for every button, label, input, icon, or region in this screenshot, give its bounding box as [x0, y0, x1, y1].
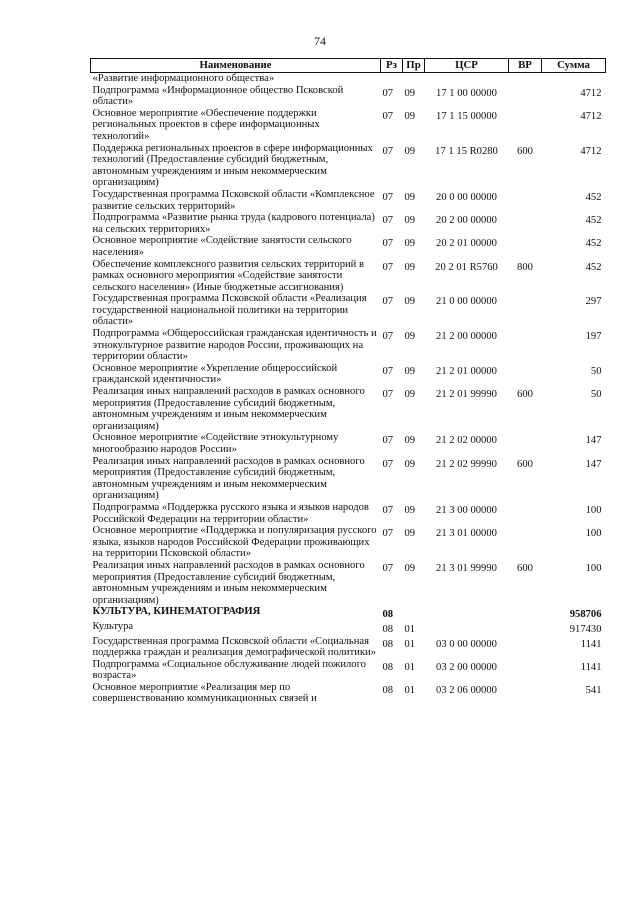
table-header-row	[91, 59, 606, 73]
cell-csr	[425, 606, 509, 621]
cell-vr	[509, 189, 542, 212]
cell-name: Реализация иных направлений расходов в рамках основного мероприятия (Предоставление субсидий бюджетным, автономным учреждениям и иным некоммерческим организациям)	[92, 455, 365, 502]
cell-pr: 01	[404, 638, 416, 650]
cell-csr	[425, 73, 509, 85]
cell-sum: 100	[585, 528, 602, 540]
cell-csr	[425, 621, 509, 636]
cell-csr: 21 2 02 00000	[436, 435, 497, 447]
cell-sum: 958706	[569, 609, 602, 621]
table-row	[91, 108, 606, 143]
cell-pr: 09	[404, 215, 416, 227]
cell-csr: 21 3 01 99990	[436, 562, 497, 574]
cell-name: Основное мероприятие «Содействие занятости сельского населения»	[92, 235, 352, 258]
table-row	[91, 328, 606, 363]
table-row	[91, 525, 606, 560]
cell-vr	[509, 293, 542, 328]
cell-rz: 07	[382, 191, 394, 203]
cell-csr: 03 0 00 00000	[436, 638, 497, 650]
table-row	[91, 143, 606, 189]
cell-vr: 600	[517, 145, 533, 157]
cell-vr	[509, 328, 542, 363]
cell-rz: 07	[382, 87, 394, 99]
cell-vr	[509, 73, 542, 85]
cell-vr: 600	[517, 389, 533, 401]
cell-name: Государственная программа Псковской области «Комплексное развитие сельских территорий»	[92, 188, 375, 212]
header-pr: Пр	[403, 59, 425, 73]
cell-rz: 07	[382, 145, 394, 157]
cell-csr: 21 2 01 00000	[436, 365, 497, 377]
cell-name: Культура	[92, 620, 134, 632]
cell-vr	[509, 235, 542, 258]
cell-name: Подпрограмма «Поддержка русского языка и языков народов Российской Федерации на территории области»	[92, 501, 369, 525]
cell-rz: 08	[382, 623, 394, 635]
cell-rz: 07	[382, 528, 394, 540]
cell-name: Реализация иных направлений расходов в рамках основного мероприятия (Предоставление субсидий бюджетным, автономным учреждениям и иным некоммерческим организациям)	[92, 559, 365, 606]
table-row	[91, 259, 606, 294]
cell-name: Основное мероприятие «Укрепление общероссийской гражданской идентичности»	[92, 362, 338, 386]
cell-rz: 07	[382, 389, 394, 401]
cell-rz: 07	[382, 458, 394, 470]
cell-sum: 50	[590, 365, 602, 377]
cell-rz: 07	[382, 261, 394, 273]
cell-sum	[542, 73, 606, 85]
cell-pr: 09	[404, 261, 416, 273]
cell-vr	[509, 525, 542, 560]
cell-sum: 1141	[580, 638, 602, 650]
cell-rz: 07	[382, 365, 394, 377]
table-row	[91, 560, 606, 606]
cell-vr	[509, 363, 542, 386]
cell-csr: 17 1 15 R0280	[435, 145, 498, 157]
cell-pr: 09	[404, 331, 416, 343]
cell-name: Подпрограмма «Информационное общество Псковской области»	[92, 84, 344, 108]
table-row	[91, 659, 606, 682]
table-row	[91, 189, 606, 212]
cell-name: Государственная программа Псковской области «Реализация государственной национальной политики на территории области»	[92, 293, 367, 328]
cell-csr: 20 0 00 00000	[436, 191, 497, 203]
cell-pr: 09	[404, 504, 416, 516]
cell-rz: 08	[382, 609, 394, 621]
header-rz: Рз	[381, 59, 403, 73]
cell-name: Государственная программа Псковской области «Социальная поддержка граждан и реализация демографической политики»	[92, 635, 376, 659]
table-row	[91, 85, 606, 108]
cell-pr: 09	[404, 145, 416, 157]
table-row	[91, 386, 606, 432]
header-csr: ЦСР	[425, 59, 509, 73]
cell-csr: 21 2 01 99990	[436, 389, 497, 401]
cell-csr: 20 2 01 00000	[436, 238, 497, 250]
cell-pr	[403, 73, 425, 85]
cell-sum: 100	[585, 504, 602, 516]
table-row	[91, 363, 606, 386]
cell-vr	[509, 212, 542, 235]
table-row	[91, 235, 606, 258]
cell-rz: 07	[382, 331, 394, 343]
table-row	[91, 73, 606, 85]
cell-rz: 07	[382, 435, 394, 447]
cell-sum: 452	[585, 191, 602, 203]
cell-name: Подпрограмма «Развитие рынка труда (кадрового потенциала) на сельских территориях»	[92, 212, 375, 235]
cell-rz: 07	[382, 110, 394, 122]
cell-vr	[509, 108, 542, 143]
cell-name: КУЛЬТУРА, КИНЕМАТОГРАФИЯ	[92, 606, 261, 618]
table-row	[91, 456, 606, 502]
cell-vr	[509, 606, 542, 621]
cell-pr: 09	[404, 365, 416, 377]
cell-sum: 541	[585, 684, 602, 696]
cell-csr: 21 2 00 00000	[436, 331, 497, 343]
cell-vr	[509, 85, 542, 108]
table-row	[91, 293, 606, 328]
cell-rz	[381, 73, 403, 85]
cell-pr: 09	[404, 296, 416, 308]
cell-rz: 07	[382, 562, 394, 574]
cell-vr	[509, 502, 542, 525]
cell-sum: 100	[585, 562, 602, 574]
cell-csr: 21 3 00 00000	[436, 504, 497, 516]
cell-csr: 21 3 01 00000	[436, 528, 497, 540]
cell-rz: 08	[382, 638, 394, 650]
cell-sum: 4712	[580, 110, 602, 122]
cell-sum: 297	[585, 296, 602, 308]
cell-rz: 07	[382, 238, 394, 250]
cell-vr: 800	[517, 261, 533, 273]
cell-sum: 452	[585, 238, 602, 250]
cell-name: Основное мероприятие «Обеспечение поддержки региональных проектов в сфере информационных технологий»	[92, 107, 320, 142]
header-sum: Сумма	[542, 59, 606, 73]
cell-csr: 21 0 00 00000	[436, 296, 497, 308]
cell-sum: 197	[585, 331, 602, 343]
header-name: Наименование	[91, 59, 381, 73]
cell-rz: 08	[382, 684, 394, 696]
cell-csr: 03 2 00 00000	[436, 661, 497, 673]
cell-sum: 1141	[580, 661, 602, 673]
cell-name: Подпрограмма «Социальное обслуживание людей пожилого возраста»	[92, 658, 366, 682]
cell-vr: 600	[517, 458, 533, 470]
cell-name: Реализация иных направлений расходов в рамках основного мероприятия (Предоставление субсидий бюджетным, автономным учреждениям и иным некоммерческим организациям)	[92, 386, 365, 432]
cell-sum: 452	[585, 215, 602, 227]
cell-pr: 09	[404, 528, 416, 540]
cell-pr: 01	[404, 661, 416, 673]
cell-sum: 4712	[580, 145, 602, 157]
cell-pr: 09	[404, 238, 416, 250]
budget-table	[90, 58, 606, 705]
cell-pr: 09	[404, 435, 416, 447]
cell-vr	[509, 636, 542, 659]
cell-sum: 147	[585, 458, 602, 470]
table-row	[91, 432, 606, 455]
cell-pr: 09	[404, 389, 416, 401]
cell-vr	[509, 682, 542, 705]
cell-name: Основное мероприятие «Поддержка и популяризация русского языка, языков народов Российской Федерации проживающих на территории Псковской области»	[92, 525, 377, 560]
cell-name: Обеспечение комплексного развития сельских территорий в рамках основного мероприятия «Содействие занятости сельского населения» (Иные бюджетные ассигнования)	[92, 258, 364, 293]
cell-pr	[403, 606, 425, 621]
cell-name: Основное мероприятие «Содействие этнокультурному многообразию народов России»	[92, 432, 339, 455]
table-body	[91, 73, 606, 706]
table-row	[91, 212, 606, 235]
cell-sum: 50	[590, 389, 602, 401]
cell-vr	[509, 621, 542, 636]
cell-csr: 03 2 06 00000	[436, 684, 497, 696]
table-row	[91, 636, 606, 659]
cell-name: «Развитие информационного общества»	[92, 73, 275, 84]
cell-pr: 01	[404, 684, 416, 696]
cell-csr: 21 2 02 99990	[436, 458, 497, 470]
header-vr: ВР	[509, 59, 542, 73]
cell-rz: 07	[382, 296, 394, 308]
cell-rz: 07	[382, 504, 394, 516]
table-row	[91, 606, 606, 621]
cell-sum: 917430	[569, 623, 602, 635]
cell-name: Подпрограмма «Общероссийская гражданская идентичность и этнокультурное развитие народов России, проживающих на территории области»	[92, 328, 377, 363]
cell-pr: 09	[404, 110, 416, 122]
cell-sum: 452	[585, 261, 602, 273]
cell-vr: 600	[517, 562, 533, 574]
cell-csr: 17 1 00 00000	[436, 87, 497, 99]
page-number: 74	[314, 34, 326, 48]
cell-csr: 20 2 01 R5760	[435, 261, 498, 273]
cell-pr: 09	[404, 191, 416, 203]
cell-sum: 4712	[580, 87, 602, 99]
cell-sum: 147	[585, 435, 602, 447]
cell-vr	[509, 659, 542, 682]
cell-vr	[509, 432, 542, 455]
table-row	[91, 621, 606, 636]
cell-name: Поддержка региональных проектов в сфере информационных технологий (Предоставление субсидий бюджетным, автономным учреждениям и иным некоммерческим организациям)	[92, 142, 373, 189]
cell-csr: 20 2 00 00000	[436, 215, 497, 227]
cell-name: Основное мероприятие «Реализация мер по совершенствованию коммуникационных связей и	[92, 681, 317, 705]
table-row	[91, 682, 606, 705]
cell-csr: 17 1 15 00000	[436, 110, 497, 122]
cell-pr: 01	[404, 623, 416, 635]
cell-pr: 09	[404, 458, 416, 470]
cell-pr: 09	[404, 562, 416, 574]
cell-rz: 07	[382, 215, 394, 227]
cell-pr: 09	[404, 87, 416, 99]
cell-rz: 08	[382, 661, 394, 673]
table-row	[91, 502, 606, 525]
